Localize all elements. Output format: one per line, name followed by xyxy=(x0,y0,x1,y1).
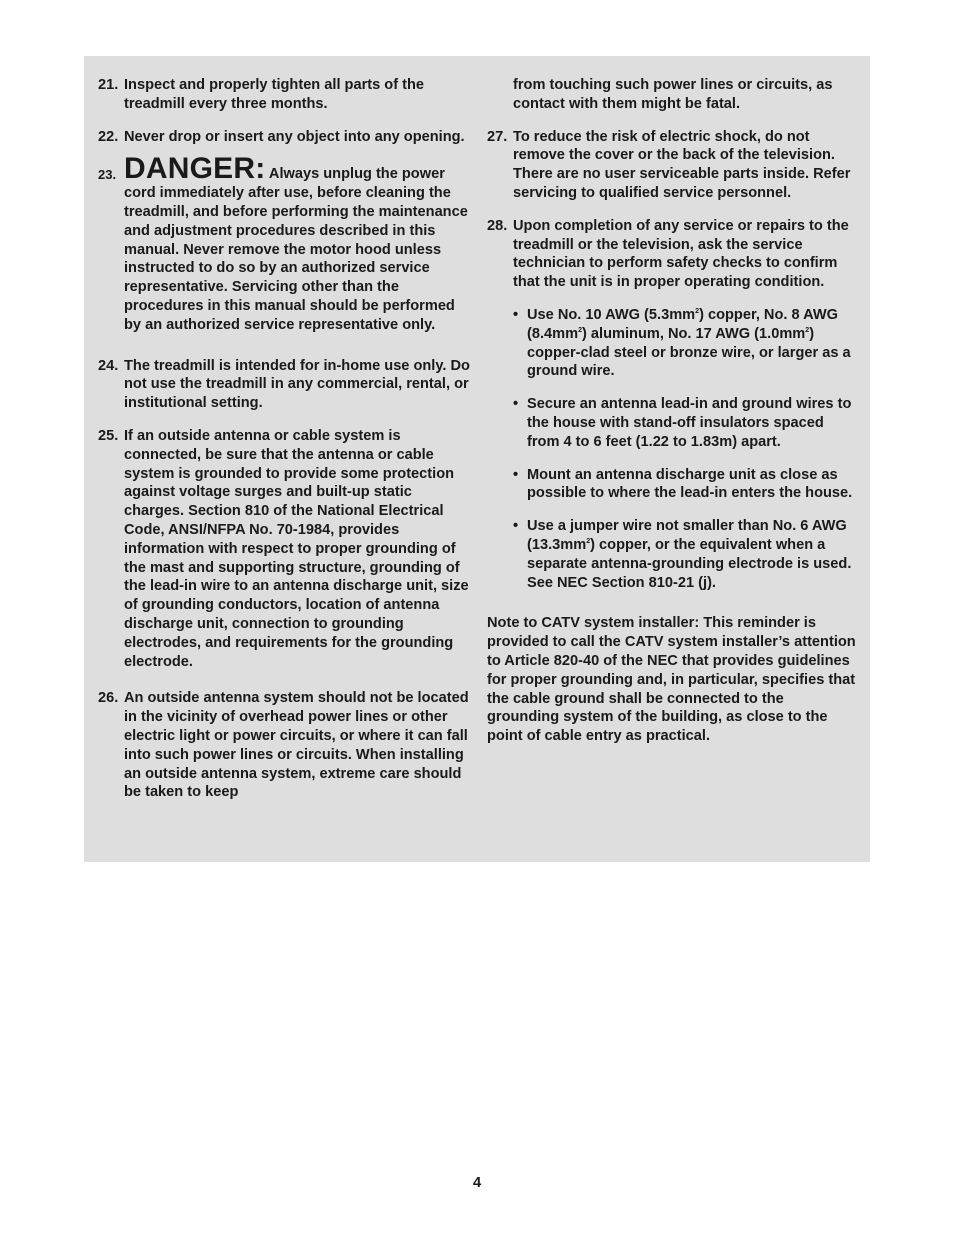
bullet-text xyxy=(527,307,851,379)
item-24 xyxy=(98,357,470,413)
bullet-text-part: ) copper, No. 8 AWG (8.4mm xyxy=(527,306,838,342)
bullet-text-part: Use a jumper wire not smaller than No. 6 AWG (13.3mm xyxy=(527,518,847,553)
superscript: 2 xyxy=(695,307,700,315)
item-text: If an outside antenna or cable system is connected, be sure that the antenna or cable system is grounded to provide some protection against voltage surges and built-up static charges. Section 810 of the National Electrical Code, ANSI/NFPA No. 70-1984, provides information with respect to proper grounding of the mast and supporting structure, grounding of the lead-in wire to an antenna discharge unit, size of grounding conductors, location of antenna discharge unit, connection to grounding electrodes, and requirements for the grounding electrode. xyxy=(124,427,469,670)
item-26 xyxy=(98,689,470,802)
item-text: Always unplug the power cord immediately after use, before cleaning the treadmill, and before performing the maintenance and adjustment procedures described in this manual. Never remove the motor hood unless instructed to do so by an authorized service representative. Servicing other than the procedures in this manual should be performed by an authorized service representative only. xyxy=(124,166,468,333)
item-text: To reduce the risk of electric shock, do not remove the cover or the back of the television. There are no user serviceable parts inside. Refer servicing to qualified service personnel. xyxy=(513,128,851,201)
item-26-continued xyxy=(487,76,857,114)
bullet-item xyxy=(513,306,857,381)
item-text: Upon completion of any service or repairs to the treadmill or the television, ask the service technician to perform safety checks to confirm that the unit is in proper operating condition. xyxy=(513,217,849,291)
bullet-text-part: ) copper-clad steel or bronze wire, or larger as a ground wire. xyxy=(527,325,851,380)
superscript: 2 xyxy=(805,326,810,334)
item-number: 24. xyxy=(98,357,119,374)
bullet-item xyxy=(513,395,857,451)
item-number: 22. xyxy=(98,128,119,145)
bullet-text: Secure an antenna lead-in and ground wires to the house with stand-off insulators spaced from 4 to 6 feet (1.22 to 1.83m) apart. xyxy=(527,396,852,450)
bullet-text-part: ) aluminum, No. 17 AWG (1.0mm xyxy=(582,325,806,342)
item-text: from touching such power lines or circuits, as contact with them might be fatal. xyxy=(513,77,833,112)
bullet-item xyxy=(513,517,857,592)
item-number: 27. xyxy=(487,128,508,145)
superscript: 2 xyxy=(586,537,591,545)
item-23-danger xyxy=(98,152,470,334)
item-number: 25. xyxy=(98,427,119,444)
item-number: 28. xyxy=(487,217,508,234)
bullet-dot: • xyxy=(513,466,519,483)
left-column xyxy=(98,76,470,816)
bullet-text xyxy=(527,518,851,590)
item-text: The treadmill is intended for in-home use only. Do not use the treadmill in any commercial, rental, or institutional setting. xyxy=(124,357,470,412)
item-number: 21. xyxy=(98,77,119,93)
bullet-text-part: ) copper, or the equivalent when a separate antenna-grounding electrode is used. See NEC Section 810-21 (j). xyxy=(527,536,852,591)
bullet-item xyxy=(513,466,857,504)
right-column xyxy=(487,76,857,746)
item-number: 26. xyxy=(98,690,119,707)
item-text: Never drop or insert any object into any opening. xyxy=(124,128,465,145)
item-22 xyxy=(98,128,470,147)
bullet-text: Mount an antenna discharge unit as close as possible to where the lead-in enters the house. xyxy=(527,466,853,502)
bullet-text-part: Use No. 10 AWG (5.3mm xyxy=(527,306,696,323)
item-text: Inspect and properly tighten all parts of the treadmill every three months. xyxy=(124,77,425,112)
catv-installer-note: Note to CATV system installer: This reminder is provided to call the CATV system installer’s attention to Article 820-40 of the NEC that provides guidelines for proper grounding and, in particular, specifies that the cable ground shall be connected to the grounding system of the building, as close to the point of cable entry as practical. xyxy=(487,615,856,745)
superscript: 2 xyxy=(578,326,583,334)
safety-instructions-panel xyxy=(84,56,870,862)
item-25 xyxy=(98,427,470,671)
item-text: An outside antenna system should not be located in the vicinity of overhead power lines or other electric light or power circuits, or where it can fall into such power lines or circuits. When installing an outside antenna system, extreme care should be taken to keep xyxy=(124,690,469,801)
item-28 xyxy=(487,217,857,292)
item-27 xyxy=(487,128,857,203)
item-number: 23. xyxy=(98,167,117,183)
page-number: 4 xyxy=(472,1174,482,1191)
item-21 xyxy=(98,76,470,114)
bullet-dot: • xyxy=(513,306,519,323)
bullet-dot: • xyxy=(513,518,519,535)
grounding-bullet-list xyxy=(513,306,857,592)
danger-heading: DANGER: xyxy=(124,152,266,186)
bullet-dot: • xyxy=(513,396,519,413)
danger-paragraph xyxy=(124,152,470,334)
